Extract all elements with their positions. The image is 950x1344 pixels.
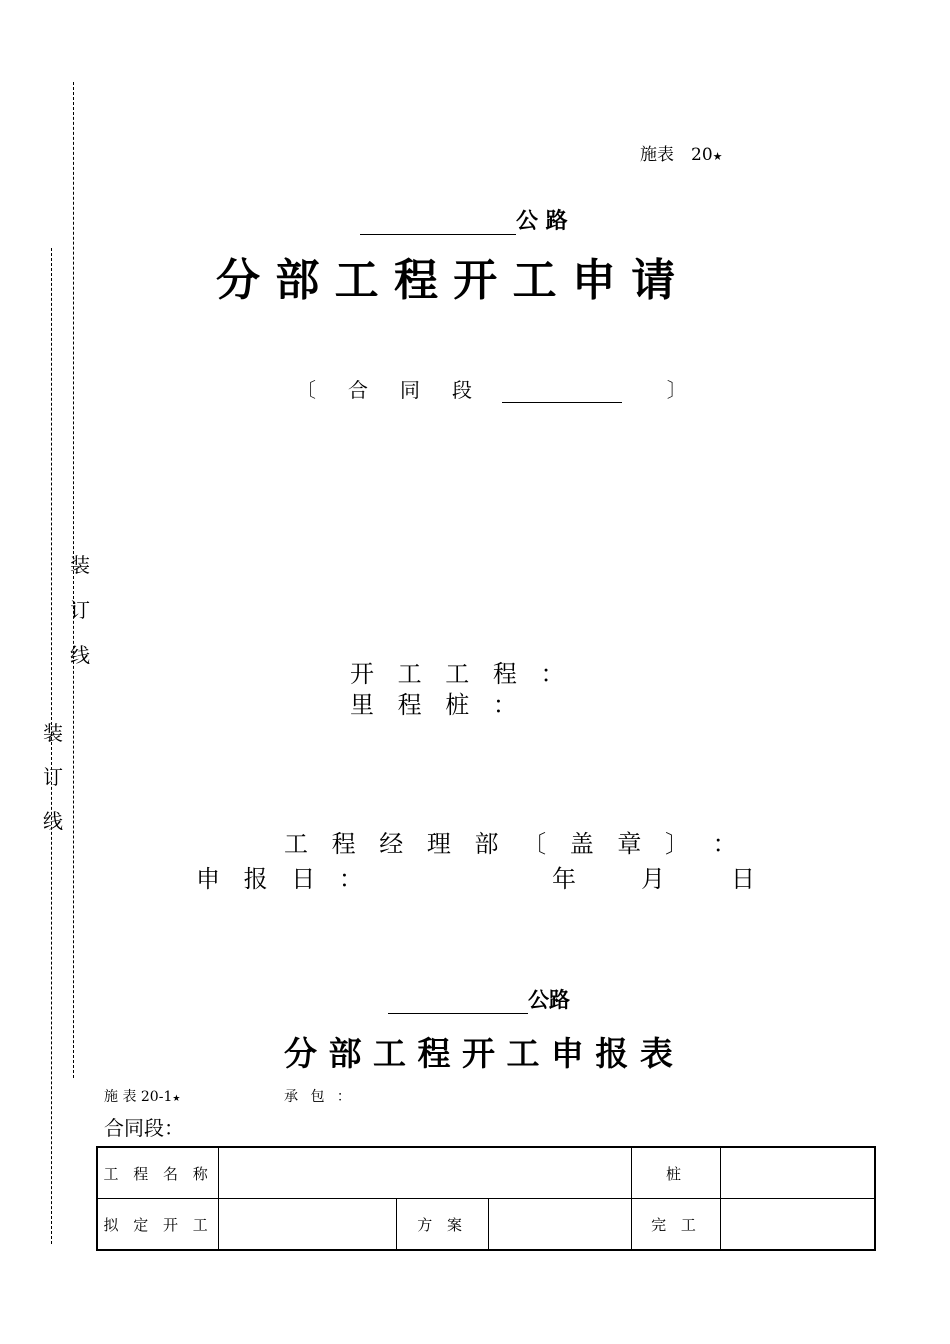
stake-label: 里 程 桩 ： — [350, 691, 525, 719]
cover-title: 分 部 工 程 开 工 申 请 — [216, 255, 676, 306]
binding-char: 装 — [43, 721, 63, 745]
binding-char: 订 — [43, 765, 63, 789]
star-icon: ★ — [172, 1094, 181, 1104]
report-form-code: 施 表 20-1★ — [104, 1089, 181, 1105]
binding-char: 线 — [70, 643, 90, 667]
stake-value[interactable] — [720, 1147, 875, 1199]
table-row — [97, 1147, 875, 1199]
table-row — [97, 1199, 875, 1251]
completion-label: 完 工 — [632, 1199, 721, 1251]
project-name-label: 工 程 名 称 — [97, 1147, 219, 1199]
day-label: 日 — [731, 865, 755, 893]
binding-line-outer — [73, 82, 74, 1078]
binding-char: 线 — [43, 809, 63, 833]
plan-value[interactable] — [488, 1199, 632, 1251]
star-icon: ★ — [712, 150, 723, 163]
road-name-blank — [360, 208, 516, 235]
report-road-blank — [388, 989, 528, 1014]
contract-section-blank — [502, 382, 622, 403]
dept-label: 工 程 经 理 部 〔 盖 章 〕 ： — [284, 830, 745, 858]
contract-label: 合同段： — [104, 1116, 184, 1140]
report-table — [96, 1146, 876, 1251]
binding-char: 订 — [70, 598, 90, 622]
report-title: 分 部 工 程 开 工 申 报 表 — [284, 1034, 673, 1073]
year-label: 年 — [552, 865, 576, 893]
stake-label-cell: 桩 — [632, 1147, 721, 1199]
planned-start-value[interactable] — [219, 1199, 397, 1251]
planned-start-label: 拟 定 开 工 — [97, 1199, 219, 1251]
plan-label: 方 案 — [396, 1199, 488, 1251]
report-road-line: 公路 — [388, 984, 570, 1014]
form-code-top: 施表 20★ — [640, 145, 723, 165]
date-label: 申 报 日 ： — [196, 865, 371, 893]
binding-char: 装 — [70, 553, 90, 577]
month-label: 月 — [641, 865, 665, 893]
cover-road-line: 公 路 — [360, 204, 568, 235]
project-name-value[interactable] — [219, 1147, 632, 1199]
binding-line-inner — [51, 248, 52, 1244]
contractor-label: 承 包 ： — [284, 1089, 355, 1105]
work-label: 开 工 工 程 ： — [350, 660, 573, 688]
contract-section-line: 〔 合 同 段 〕 — [296, 378, 687, 402]
completion-value[interactable] — [720, 1199, 875, 1251]
